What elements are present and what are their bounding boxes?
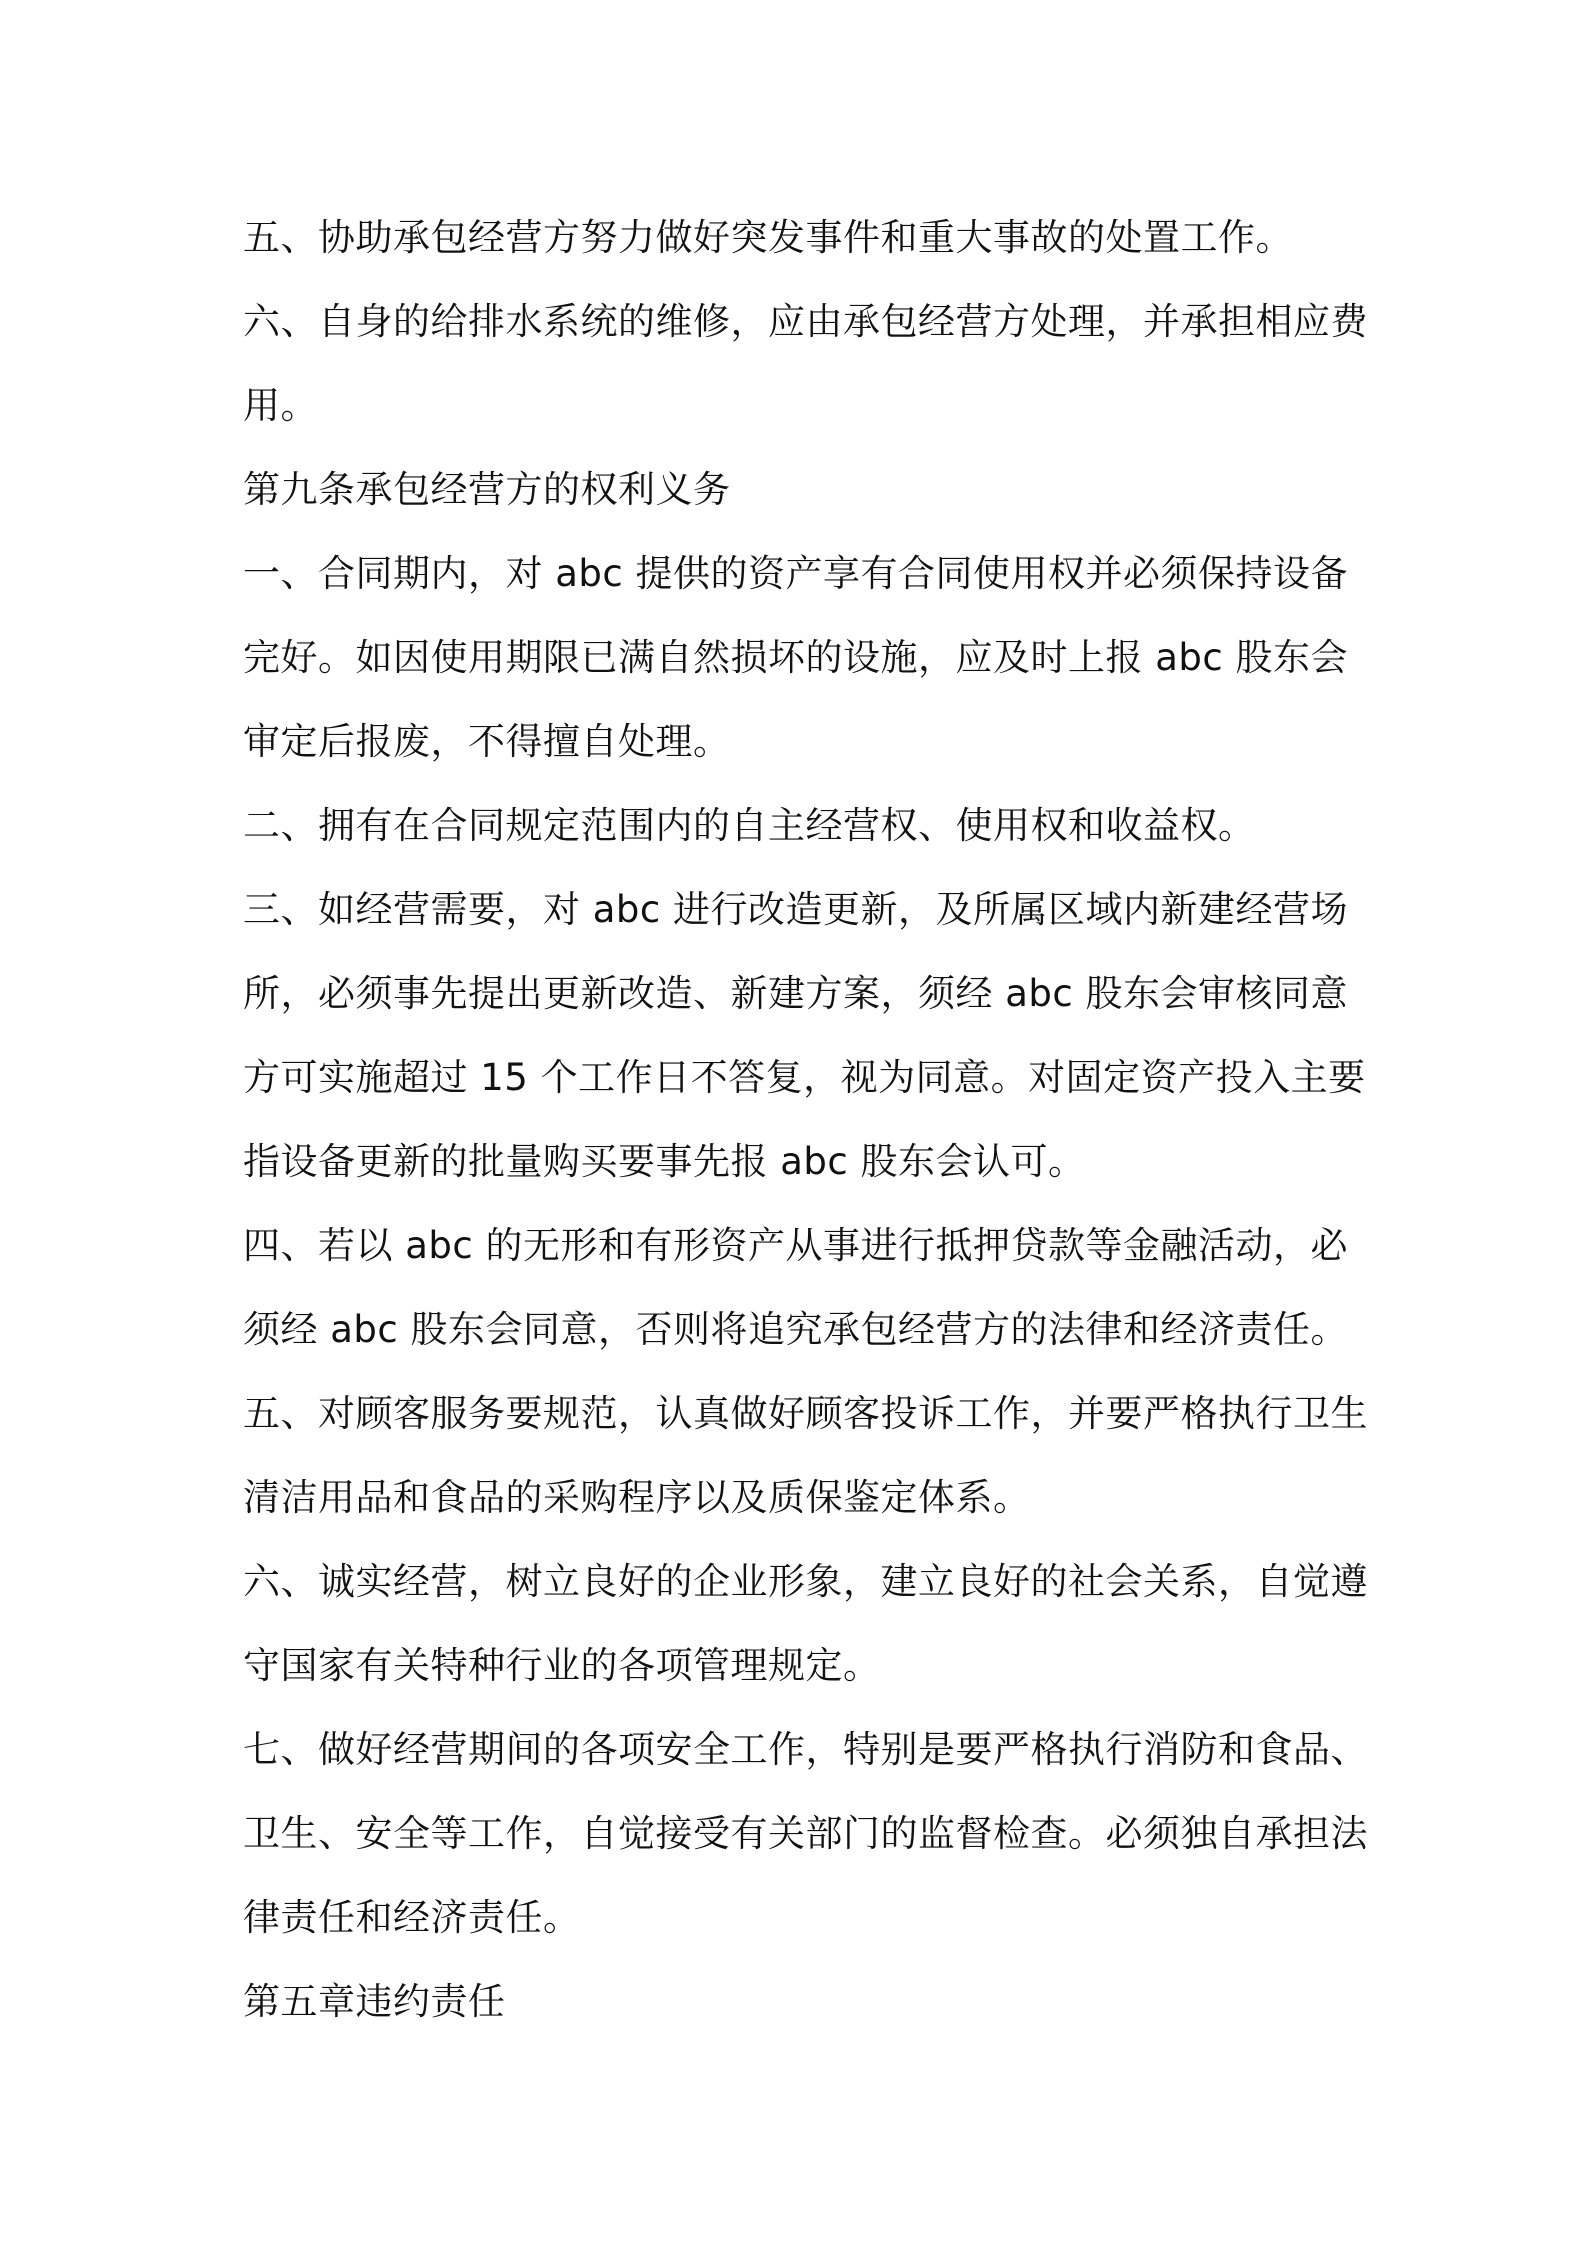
text-line: 三、如经营需要，对 abc 进行改造更新，及所属区域内新建经营场 bbox=[243, 888, 1349, 931]
text-line: 四、若以 abc 的无形和有形资产从事进行抵押贷款等金融活动，必 bbox=[243, 1224, 1349, 1267]
text-line: 二、拥有在合同规定范围内的自主经营权、使用权和收益权。 bbox=[243, 804, 1256, 847]
text-line: 六、诚实经营，树立良好的企业形象，建立良好的社会关系，自觉遵 bbox=[243, 1560, 1368, 1603]
text-line: 用。 bbox=[243, 384, 318, 427]
text-line: 完好。如因使用期限已满自然损坏的设施，应及时上报 abc 股东会 bbox=[243, 636, 1349, 679]
text-line: 所，必须事先提出更新改造、新建方案，须经 abc 股东会审核同意 bbox=[243, 972, 1349, 1015]
section-heading: 第九条承包经营方的权利义务 bbox=[243, 468, 731, 511]
text-line: 指设备更新的批量购买要事先报 abc 股东会认可。 bbox=[243, 1140, 1086, 1183]
text-line: 须经 abc 股东会同意，否则将追究承包经营方的法律和经济责任。 bbox=[243, 1308, 1349, 1351]
text-line: 五、协助承包经营方努力做好突发事件和重大事故的处置工作。 bbox=[243, 216, 1293, 259]
text-line: 审定后报废，不得擅自处理。 bbox=[243, 720, 731, 763]
text-line: 六、自身的给排水系统的维修，应由承包经营方处理，并承担相应费 bbox=[243, 300, 1368, 343]
text-line: 方可实施超过 15 个工作日不答复，视为同意。对固定资产投入主要 bbox=[243, 1056, 1366, 1099]
text-line: 五、对顾客服务要规范，认真做好顾客投诉工作，并要严格执行卫生 bbox=[243, 1392, 1368, 1435]
chapter-heading: 第五章违约责任 bbox=[243, 1980, 506, 2023]
text-line: 一、合同期内，对 abc 提供的资产享有合同使用权并必须保持设备 bbox=[243, 552, 1349, 595]
text-line: 七、做好经营期间的各项安全工作，特别是要严格执行消防和食品、 bbox=[243, 1728, 1368, 1771]
document-body bbox=[243, 196, 1368, 2044]
text-line: 守国家有关特种行业的各项管理规定。 bbox=[243, 1644, 881, 1687]
text-line: 律责任和经济责任。 bbox=[243, 1896, 581, 1939]
text-line: 卫生、安全等工作，自觉接受有关部门的监督检查。必须独自承担法 bbox=[243, 1812, 1368, 1855]
text-line: 清洁用品和食品的采购程序以及质保鉴定体系。 bbox=[243, 1476, 1031, 1519]
